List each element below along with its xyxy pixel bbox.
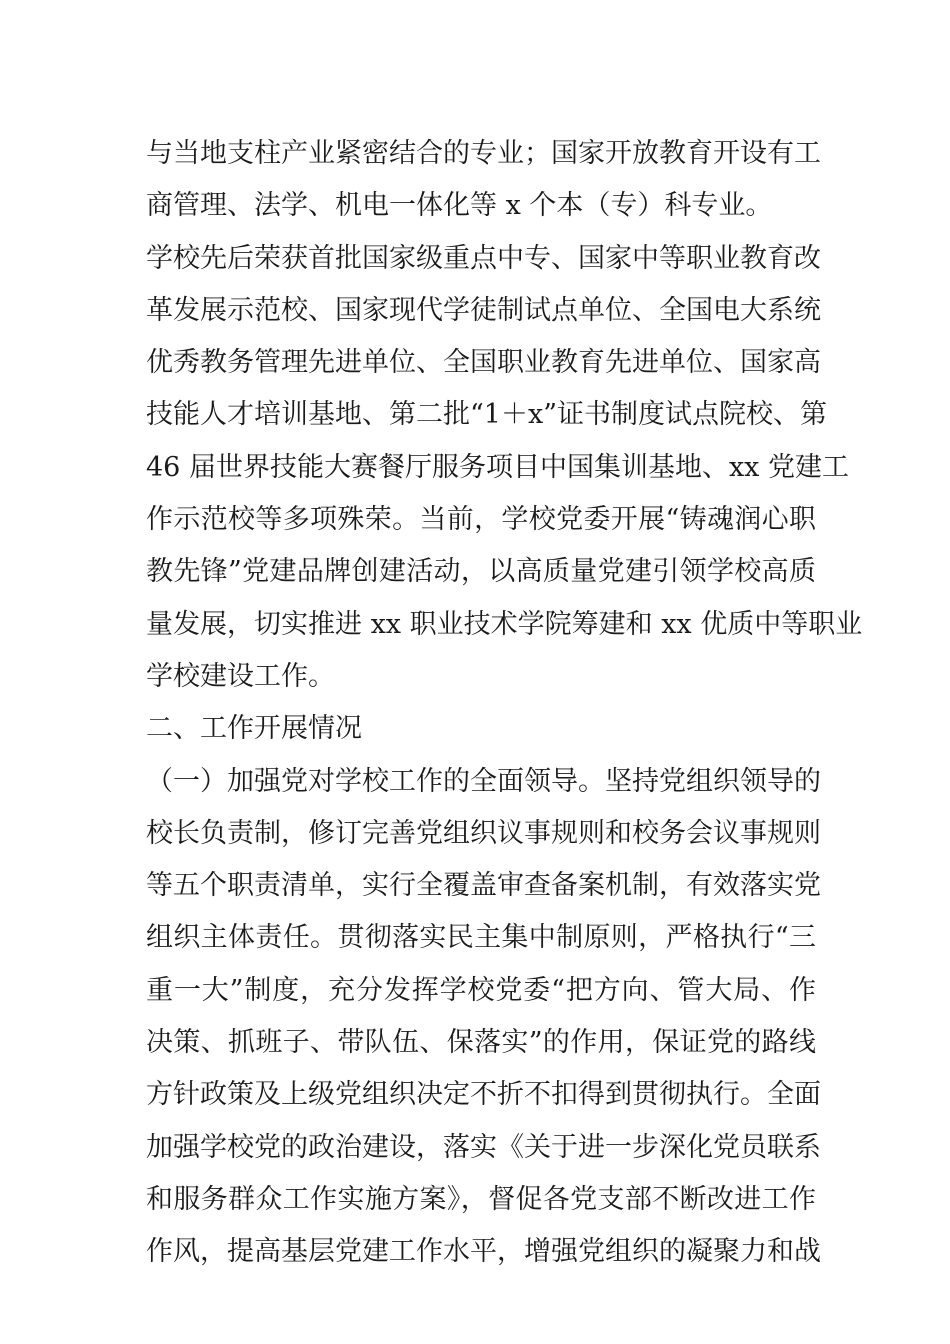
body-line-3: 学校先后荣获首批国家级重点中专、国家中等职业教育改 bbox=[146, 242, 821, 274]
body-line-20: 加强学校党的政治建设，落实《关于进一步深化党员联系 bbox=[146, 1131, 821, 1163]
section-heading: 二、工作开展情况 bbox=[146, 713, 362, 745]
document-body bbox=[146, 128, 863, 1279]
body-line-7: 46 届世界技能大赛餐厅服务项目中国集训基地、xx 党建工 bbox=[146, 451, 849, 483]
body-line-18: 决策、抓班子、带队伍、保落实”的作用，保证党的路线 bbox=[146, 1027, 816, 1059]
body-line-1: 与当地支柱产业紧密结合的专业；国家开放教育开设有工 bbox=[146, 138, 821, 169]
body-line-14: 校长负责制，修订完善党组织议事规则和校务会议事规则 bbox=[146, 817, 821, 849]
body-line-4: 革发展示范校、国家现代学徒制试点单位、全国电大系统 bbox=[146, 294, 821, 326]
body-line-21: 和服务群众工作实施方案》，督促各党支部不断改进工作 bbox=[146, 1183, 816, 1215]
body-line-19: 方针政策及上级党组织决定不折不扣得到贯彻执行。全面 bbox=[146, 1079, 821, 1111]
body-line-17: 重一大”制度，充分发挥学校党委“把方向、管大局、作 bbox=[146, 974, 816, 1006]
body-line-6: 技能人才培训基地、第二批“1＋x”证书制度试点院校、第 bbox=[146, 399, 828, 431]
body-line-5: 优秀教务管理先进单位、全国职业教育先进单位、国家高 bbox=[146, 347, 821, 379]
body-line-2: 商管理、法学、机电一体化等 x 个本（专）科专业。 bbox=[146, 190, 773, 222]
body-line-10: 量发展，切实推进 xx 职业技术学院筹建和 xx 优质中等职业 bbox=[146, 608, 863, 640]
body-line-11: 学校建设工作。 bbox=[146, 660, 335, 692]
body-line-22: 作风，提高基层党建工作水平，增强党组织的凝聚力和战 bbox=[146, 1236, 821, 1268]
body-line-9: 教先锋”党建品牌创建活动，以高质量党建引领学校高质 bbox=[146, 556, 816, 588]
body-line-16: 组织主体责任。贯彻落实民主集中制原则，严格执行“三 bbox=[146, 922, 816, 954]
body-line-15: 等五个职责清单，实行全覆盖审查备案机制，有效落实党 bbox=[146, 870, 821, 902]
body-line-13: （一）加强党对学校工作的全面领导。坚持党组织领导的 bbox=[146, 765, 821, 797]
body-line-8: 作示范校等多项殊荣。当前，学校党委开展“铸魂润心职 bbox=[146, 504, 816, 536]
